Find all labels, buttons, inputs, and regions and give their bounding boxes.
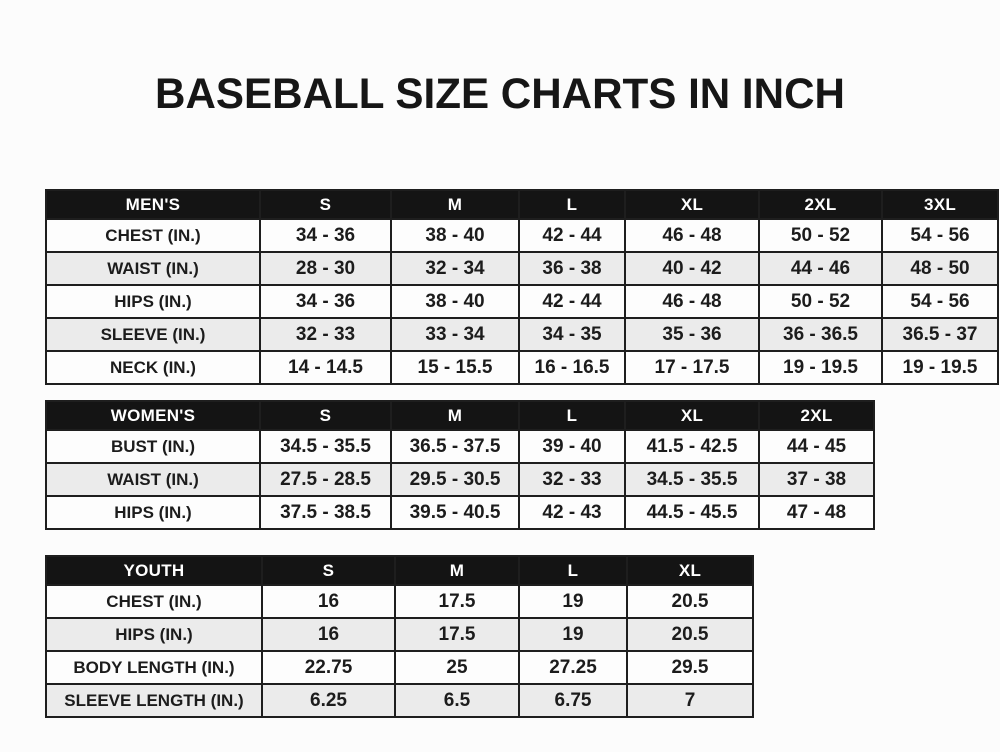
size-value-cell: 34 - 35	[519, 318, 625, 351]
size-value-cell: 44 - 46	[759, 252, 882, 285]
size-value-cell: 47 - 48	[759, 496, 874, 529]
size-header-cell: L	[519, 190, 625, 219]
table-title-cell: WOMEN'S	[46, 401, 260, 430]
size-value-cell: 36.5 - 37.5	[391, 430, 519, 463]
mens-size-table	[45, 189, 999, 385]
size-header-cell: 2XL	[759, 401, 874, 430]
size-value-cell: 6.5	[395, 684, 519, 717]
size-value-cell: 32 - 33	[519, 463, 625, 496]
size-value-cell: 19	[519, 585, 627, 618]
size-header-cell: 3XL	[882, 190, 998, 219]
header-row	[46, 401, 874, 430]
size-value-cell: 34.5 - 35.5	[625, 463, 759, 496]
size-value-cell: 37.5 - 38.5	[260, 496, 391, 529]
size-value-cell: 39 - 40	[519, 430, 625, 463]
size-value-cell: 16	[262, 618, 395, 651]
size-value-cell: 19 - 19.5	[759, 351, 882, 384]
youth-size-table	[45, 555, 754, 718]
size-value-cell: 44.5 - 45.5	[625, 496, 759, 529]
womens-size-table	[45, 400, 875, 530]
measurement-label-cell: WAIST (IN.)	[46, 463, 260, 496]
table-row	[46, 496, 874, 529]
measurement-label-cell: HIPS (IN.)	[46, 496, 260, 529]
size-value-cell: 48 - 50	[882, 252, 998, 285]
table-row	[46, 252, 998, 285]
size-value-cell: 20.5	[627, 585, 753, 618]
size-value-cell: 34.5 - 35.5	[260, 430, 391, 463]
measurement-label-cell: CHEST (IN.)	[46, 219, 260, 252]
table-row	[46, 430, 874, 463]
measurement-label-cell: HIPS (IN.)	[46, 285, 260, 318]
size-value-cell: 46 - 48	[625, 219, 759, 252]
size-value-cell: 54 - 56	[882, 285, 998, 318]
size-value-cell: 14 - 14.5	[260, 351, 391, 384]
size-value-cell: 39.5 - 40.5	[391, 496, 519, 529]
measurement-label-cell: SLEEVE LENGTH (IN.)	[46, 684, 262, 717]
table-row	[46, 285, 998, 318]
size-header-cell: XL	[625, 190, 759, 219]
size-value-cell: 16	[262, 585, 395, 618]
size-header-cell: XL	[627, 556, 753, 585]
measurement-label-cell: WAIST (IN.)	[46, 252, 260, 285]
size-header-cell: M	[391, 190, 519, 219]
size-value-cell: 34 - 36	[260, 219, 391, 252]
size-value-cell: 15 - 15.5	[391, 351, 519, 384]
size-value-cell: 37 - 38	[759, 463, 874, 496]
size-value-cell: 22.75	[262, 651, 395, 684]
size-value-cell: 41.5 - 42.5	[625, 430, 759, 463]
table-row	[46, 318, 998, 351]
size-header-cell: S	[262, 556, 395, 585]
size-value-cell: 36.5 - 37	[882, 318, 998, 351]
header-row	[46, 190, 998, 219]
size-value-cell: 42 - 43	[519, 496, 625, 529]
size-value-cell: 33 - 34	[391, 318, 519, 351]
size-header-cell: XL	[625, 401, 759, 430]
size-value-cell: 20.5	[627, 618, 753, 651]
size-value-cell: 6.75	[519, 684, 627, 717]
measurement-label-cell: HIPS (IN.)	[46, 618, 262, 651]
size-value-cell: 32 - 34	[391, 252, 519, 285]
measurement-label-cell: BODY LENGTH (IN.)	[46, 651, 262, 684]
size-value-cell: 19	[519, 618, 627, 651]
table-title-cell: YOUTH	[46, 556, 262, 585]
size-value-cell: 40 - 42	[625, 252, 759, 285]
size-header-cell: L	[519, 401, 625, 430]
size-value-cell: 29.5	[627, 651, 753, 684]
size-value-cell: 27.5 - 28.5	[260, 463, 391, 496]
size-value-cell: 42 - 44	[519, 219, 625, 252]
size-header-cell: S	[260, 401, 391, 430]
size-value-cell: 28 - 30	[260, 252, 391, 285]
page-title: BASEBALL SIZE CHARTS IN INCH	[155, 70, 845, 118]
table-row	[46, 351, 998, 384]
size-value-cell: 38 - 40	[391, 285, 519, 318]
size-value-cell: 25	[395, 651, 519, 684]
size-value-cell: 17 - 17.5	[625, 351, 759, 384]
size-value-cell: 35 - 36	[625, 318, 759, 351]
table-row	[46, 651, 753, 684]
size-header-cell: 2XL	[759, 190, 882, 219]
size-value-cell: 16 - 16.5	[519, 351, 625, 384]
table-title-cell: MEN'S	[46, 190, 260, 219]
table-row	[46, 463, 874, 496]
size-header-cell: S	[260, 190, 391, 219]
table-row	[46, 618, 753, 651]
size-value-cell: 42 - 44	[519, 285, 625, 318]
size-value-cell: 34 - 36	[260, 285, 391, 318]
size-value-cell: 17.5	[395, 618, 519, 651]
size-value-cell: 29.5 - 30.5	[391, 463, 519, 496]
size-value-cell: 27.25	[519, 651, 627, 684]
size-value-cell: 36 - 36.5	[759, 318, 882, 351]
size-header-cell: M	[395, 556, 519, 585]
size-value-cell: 46 - 48	[625, 285, 759, 318]
size-value-cell: 36 - 38	[519, 252, 625, 285]
size-value-cell: 50 - 52	[759, 285, 882, 318]
measurement-label-cell: SLEEVE (IN.)	[46, 318, 260, 351]
table-row	[46, 585, 753, 618]
table-row	[46, 684, 753, 717]
size-value-cell: 50 - 52	[759, 219, 882, 252]
size-value-cell: 6.25	[262, 684, 395, 717]
measurement-label-cell: BUST (IN.)	[46, 430, 260, 463]
measurement-label-cell: NECK (IN.)	[46, 351, 260, 384]
size-value-cell: 32 - 33	[260, 318, 391, 351]
size-value-cell: 7	[627, 684, 753, 717]
size-header-cell: M	[391, 401, 519, 430]
size-value-cell: 17.5	[395, 585, 519, 618]
size-value-cell: 38 - 40	[391, 219, 519, 252]
measurement-label-cell: CHEST (IN.)	[46, 585, 262, 618]
size-value-cell: 44 - 45	[759, 430, 874, 463]
size-header-cell: L	[519, 556, 627, 585]
table-row	[46, 219, 998, 252]
size-value-cell: 19 - 19.5	[882, 351, 998, 384]
header-row	[46, 556, 753, 585]
size-value-cell: 54 - 56	[882, 219, 998, 252]
